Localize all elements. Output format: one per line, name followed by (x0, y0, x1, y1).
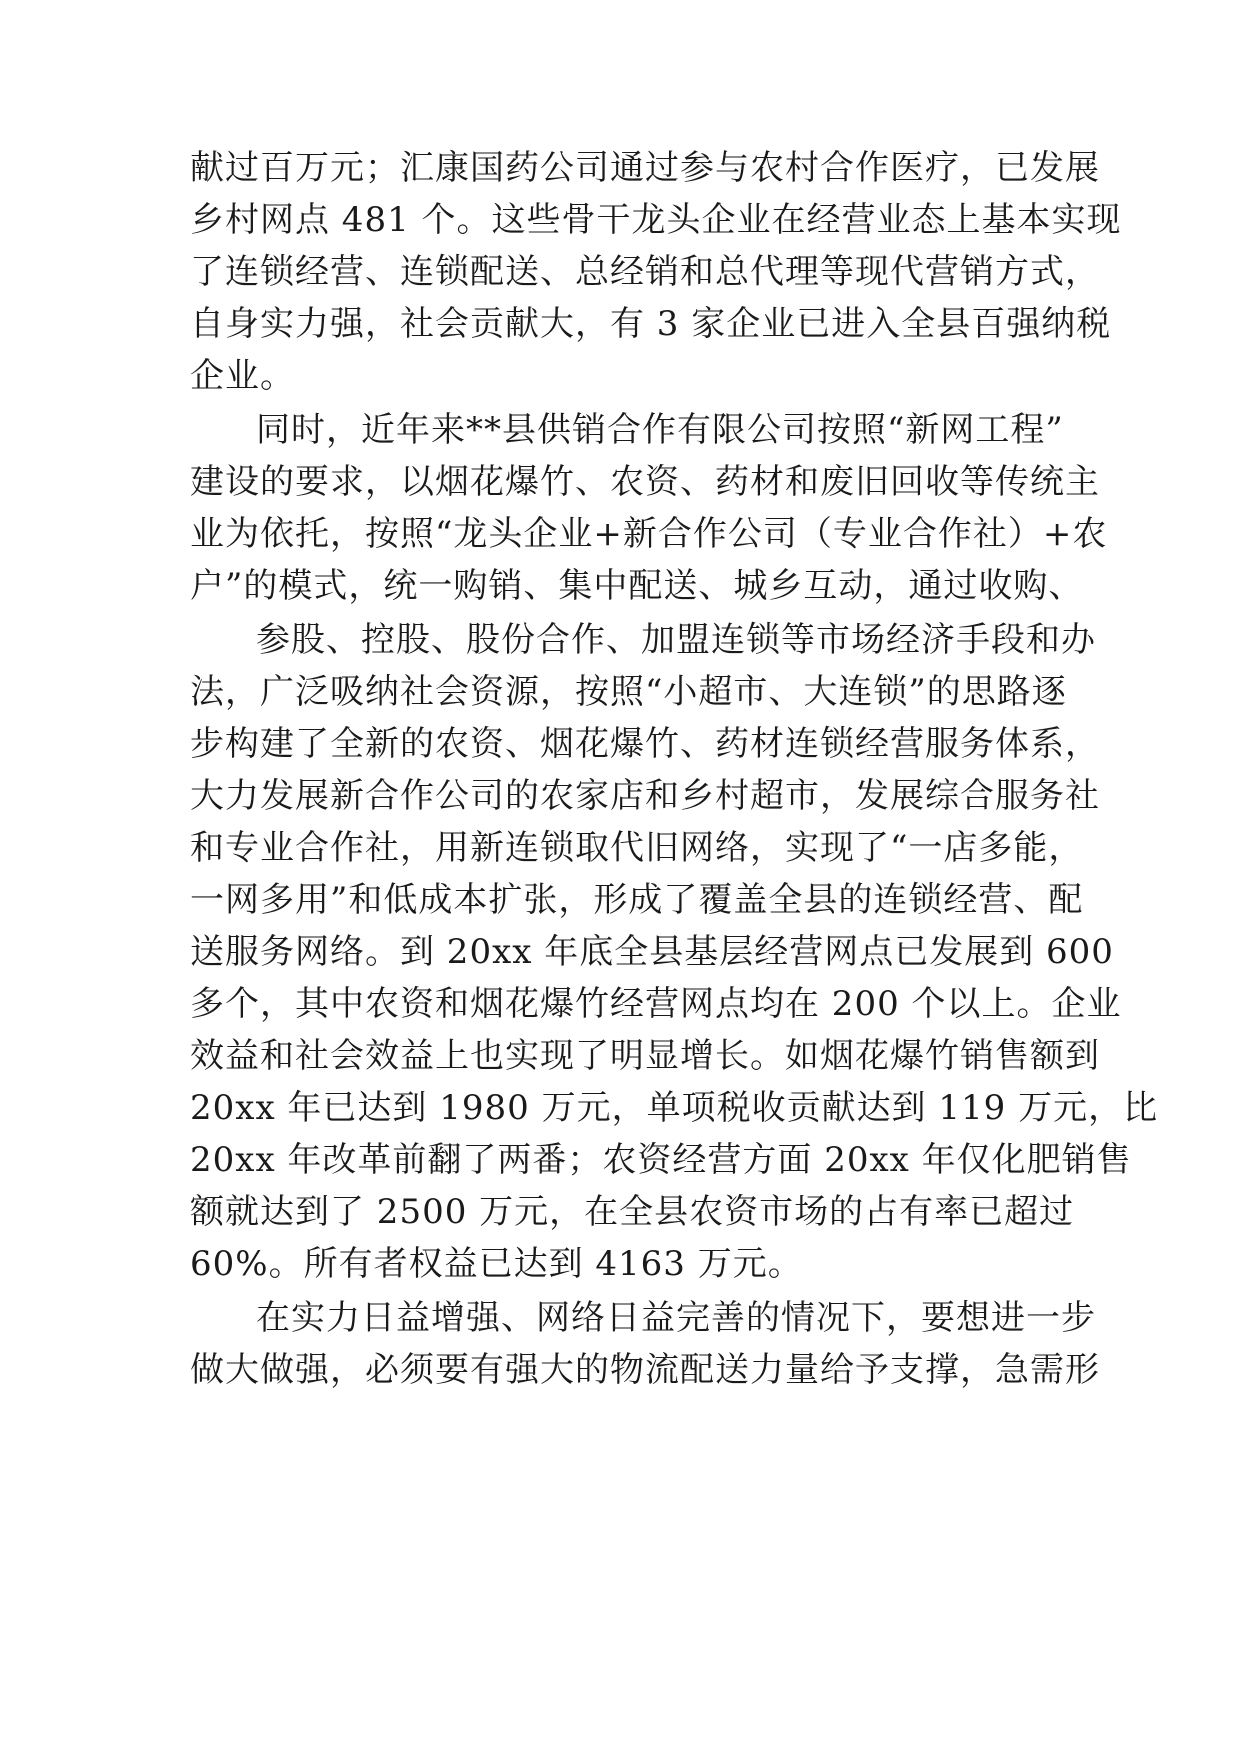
text-line-20: 20xx 年改革前翻了两番；农资经营方面 20xx 年仅化肥销售 (190, 1140, 1132, 1180)
text-line-15: 一网多用”和低成本扩张，形成了覆盖全县的连锁经营、配 (190, 880, 1084, 920)
text-line-1: 献过百万元；汇康国药公司通过参与农村合作医疗，已发展 (190, 148, 1100, 188)
text-line-2: 乡村网点 481 个。这些骨干龙头企业在经营业态上基本实现 (190, 200, 1122, 240)
text-line-17: 多个，其中农资和烟花爆竹经营网点均在 200 个以上。企业 (190, 984, 1122, 1024)
text-line-10: 参股、控股、股份合作、加盟连锁等市场经济手段和办 (256, 620, 1096, 660)
text-line-7: 建设的要求，以烟花爆竹、农资、药材和废旧回收等传统主 (190, 462, 1100, 502)
text-line-5: 企业。 (190, 356, 295, 396)
text-line-8: 业为依托，按照“龙头企业+新合作公司（专业合作社）+农 (190, 514, 1108, 554)
text-line-16: 送服务网络。到 20xx 年底全县基层经营网点已发展到 600 (190, 932, 1114, 972)
text-line-13: 大力发展新合作公司的农家店和乡村超市，发展综合服务社 (190, 776, 1100, 816)
text-line-3: 了连锁经营、连锁配送、总经销和总代理等现代营销方式， (190, 252, 1100, 292)
paragraph-2-first-line: 同时，近年来**县供销合作有限公司按照“新网工程” (256, 410, 1064, 450)
text-line-21: 额就达到了 2500 万元，在全县农资市场的占有率已超过 (190, 1192, 1075, 1232)
text-line-24: 做大做强，必须要有强大的物流配送力量给予支撑，急需形 (190, 1350, 1100, 1390)
paragraph-3-first-line: 在实力日益增强、网络日益完善的情况下，要想进一步 (256, 1298, 1096, 1338)
text-line-4: 自身实力强，社会贡献大，有 3 家企业已进入全县百强纳税 (190, 304, 1112, 344)
text-line-19: 20xx 年已达到 1980 万元，单项税收贡献达到 119 万元，比 (190, 1088, 1159, 1128)
text-line-12: 步构建了全新的农资、烟花爆竹、药材连锁经营服务体系， (190, 724, 1100, 764)
text-line-11: 法，广泛吸纳社会资源，按照“小超市、大连锁”的思路逐 (190, 672, 1067, 712)
text-line-14: 和专业合作社，用新连锁取代旧网络，实现了“一店多能， (190, 828, 1084, 868)
text-line-9: 户”的模式，统一购销、集中配送、城乡互动，通过收购、 (190, 566, 1084, 606)
text-line-18: 效益和社会效益上也实现了明显增长。如烟花爆竹销售额到 (190, 1036, 1100, 1076)
text-line-22: 60%。所有者权益已达到 4163 万元。 (190, 1244, 803, 1284)
